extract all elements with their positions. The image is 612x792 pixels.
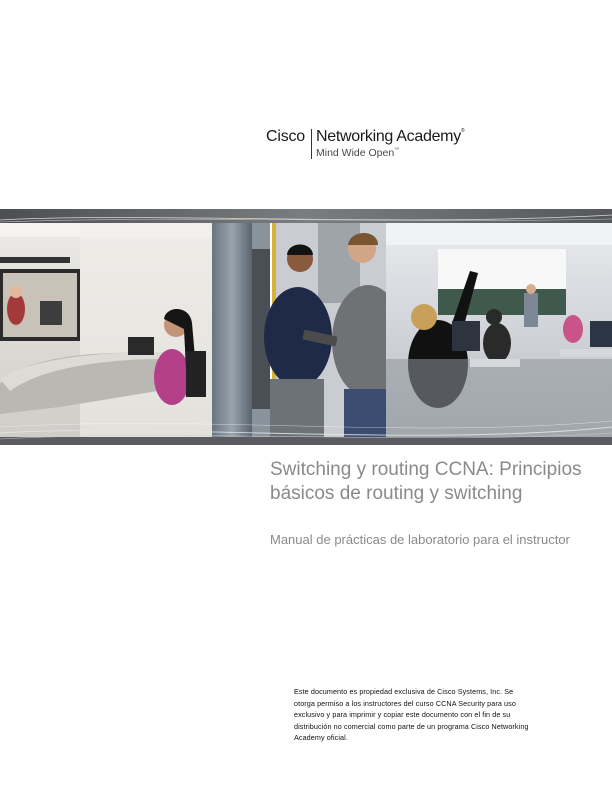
classroom-ceiling bbox=[386, 223, 612, 245]
remote-chair bbox=[40, 301, 62, 325]
camera-bar bbox=[0, 257, 70, 263]
classroom-photo-illustration bbox=[0, 209, 612, 445]
logo-trademark-mark: ™ bbox=[394, 147, 400, 153]
monitor-right bbox=[590, 321, 612, 347]
student-far-head bbox=[486, 309, 502, 325]
banner-top-band bbox=[0, 209, 612, 223]
logo-product-text: Networking Academy bbox=[316, 128, 461, 145]
document-subtitle: Manual de prácticas de laboratorio para el instructor bbox=[270, 532, 570, 547]
remote-person-head bbox=[10, 286, 22, 298]
desk-phone bbox=[128, 337, 154, 355]
server-rack bbox=[212, 223, 252, 437]
woman-at-desk bbox=[154, 349, 190, 405]
instructor bbox=[524, 293, 538, 327]
copyright-notice: Este documento es propiedad exclusiva de Cisco Systems, Inc. Se otorga permiso a los instructores del curso CCNA Security para uso exclusivo y para imprimir y copiar este documento con el fin de su distribución no comercial como parte de un programa Cisco Networking Academy oficial. bbox=[294, 687, 529, 743]
whiteboard bbox=[438, 249, 566, 289]
student-far bbox=[483, 323, 511, 363]
classroom-desks bbox=[386, 359, 612, 437]
cover-photo-banner bbox=[0, 209, 612, 445]
logo-registered-mark: ® bbox=[460, 128, 465, 134]
banner-bottom-band bbox=[0, 437, 612, 445]
logo-divider bbox=[311, 129, 312, 159]
office-chair bbox=[186, 351, 206, 397]
student-monitor bbox=[452, 321, 480, 351]
logo-brand: Cisco bbox=[266, 128, 306, 145]
student-head bbox=[411, 304, 437, 330]
instructor-head bbox=[526, 284, 536, 294]
desk-row bbox=[560, 349, 612, 357]
desk-row bbox=[470, 359, 520, 367]
logo-tagline bbox=[316, 147, 399, 159]
student-pink bbox=[563, 315, 583, 343]
logo-tagline-text: Mind Wide Open bbox=[316, 147, 395, 159]
document-title: Switching y routing CCNA: Principios básicos de routing y switching bbox=[270, 459, 582, 504]
cisco-networking-academy-logo bbox=[266, 127, 486, 167]
logo-product bbox=[316, 128, 464, 146]
man-left-legs bbox=[270, 379, 324, 437]
